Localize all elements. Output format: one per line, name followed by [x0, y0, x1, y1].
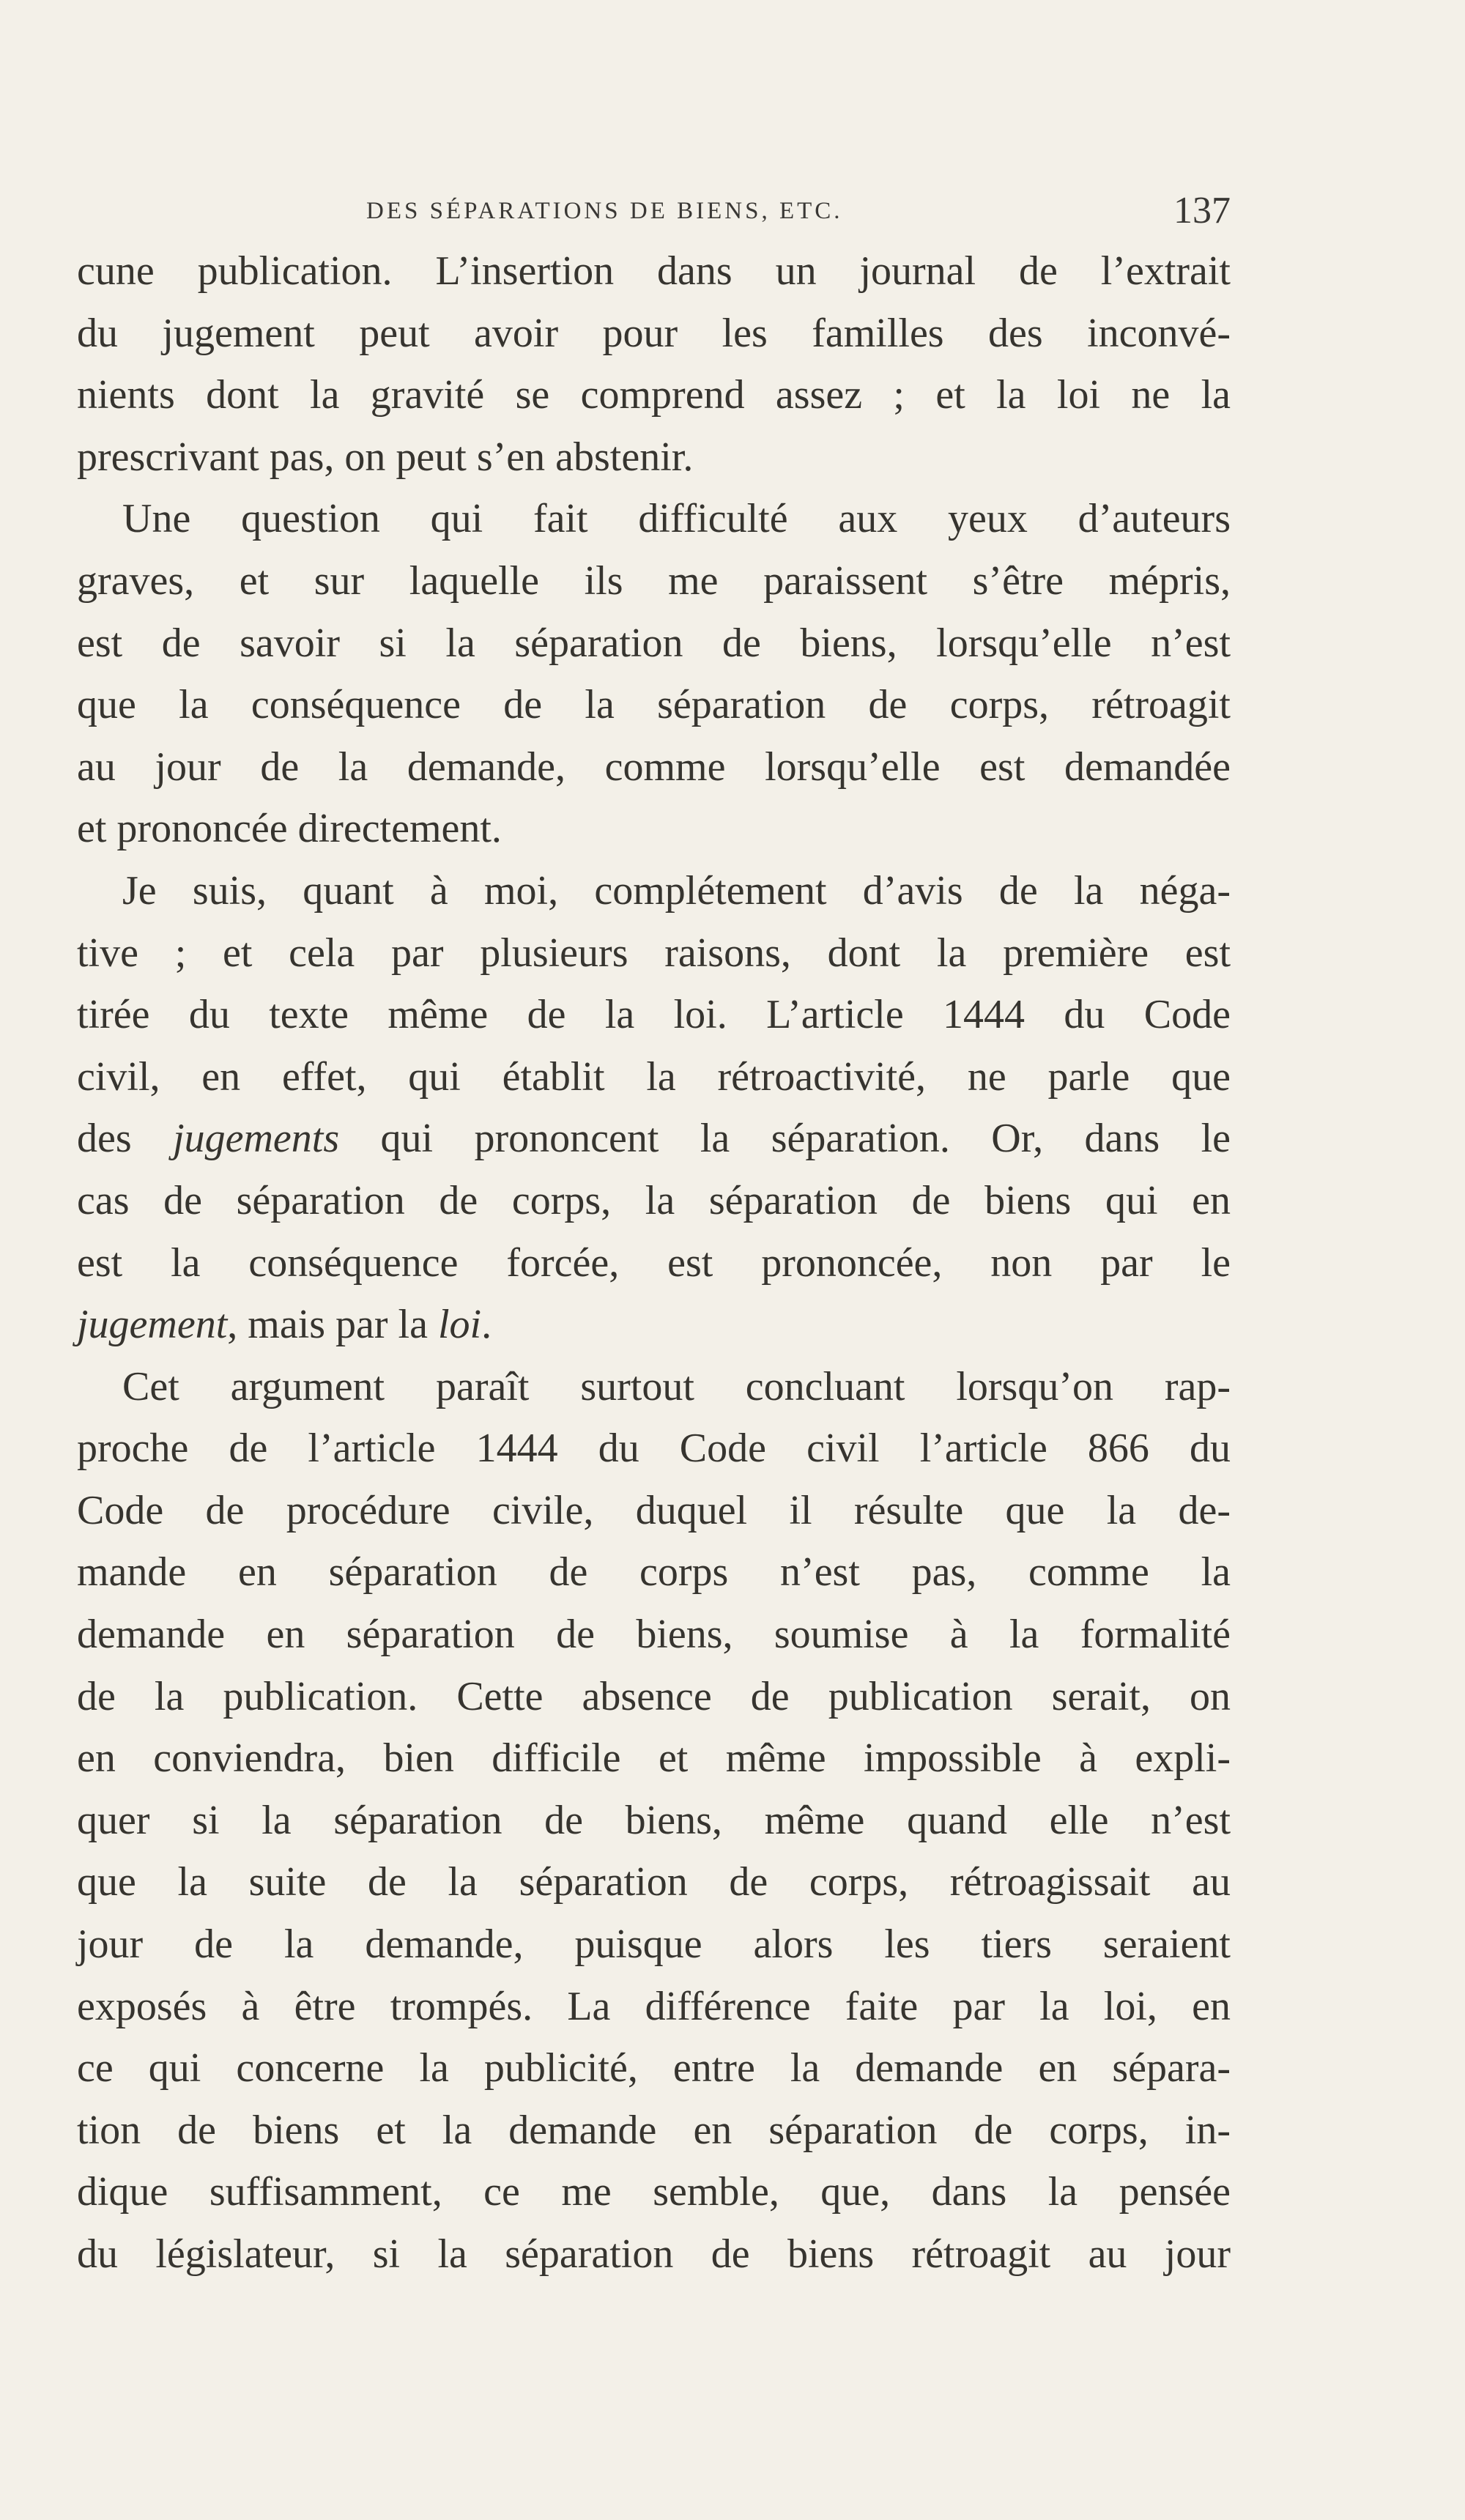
text-line: prescrivant pas, on peut s’en abstenir. — [77, 434, 694, 480]
text-line: exposés à être trompés. La différence faite par la loi, en — [77, 1983, 1231, 2029]
text-line: du jugement peut avoir pour les familles des inconvé- — [77, 310, 1231, 356]
line-text: des — [77, 1116, 174, 1162]
line-text: . — [481, 1302, 492, 1348]
text-line-with-italic — [77, 1294, 1231, 1356]
text-line: que la conséquence de la séparation de corps, rétroagit — [77, 682, 1231, 728]
text-line: tirée du texte même de la loi. L’article 1444 du Code — [77, 992, 1231, 1038]
text-line: que la suite de la séparation de corps, rétroagissait au — [77, 1859, 1231, 1905]
text-line: de la publication. Cette absence de publication serait, on — [77, 1673, 1231, 1719]
text-line: cune publication. L’insertion dans un journal de l’extrait — [77, 248, 1231, 294]
text-line: graves, et sur laquelle ils me paraissent s’être mépris, — [77, 557, 1231, 604]
text-line: tion de biens et la demande en séparation de corps, in- — [77, 2107, 1231, 2153]
text-line-with-italic — [77, 1108, 1231, 1170]
text-line: quer si la séparation de biens, même quand elle n’est — [77, 1797, 1231, 1843]
body-text — [77, 240, 1231, 2286]
text-line: Code de procédure civile, duquel il résulte que la de- — [77, 1487, 1231, 1533]
italic-term: jugement — [77, 1302, 228, 1348]
text-line: est la conséquence forcée, est prononcée, non par le — [77, 1239, 1231, 1286]
italic-term: jugements — [173, 1116, 340, 1162]
paragraph-start-line: Je suis, quant à moi, complétement d’avis de la néga- — [122, 867, 1231, 914]
running-title: DES SÉPARATIONS DE BIENS, ETC. — [366, 198, 843, 224]
page-number: 137 — [1173, 190, 1231, 231]
text-line: au jour de la demande, comme lorsqu’elle est demandée — [77, 744, 1231, 790]
text-line: en conviendra, bien difficile et même impossible à expli- — [77, 1735, 1231, 1782]
text-line: demande en séparation de biens, soumise à la formalité — [77, 1612, 1231, 1658]
text-line: tive ; et cela par plusieurs raisons, dont la première est — [77, 930, 1231, 976]
paragraph-start-line: Cet argument paraît surtout concluant lorsqu’on rap- — [122, 1363, 1231, 1409]
text-line: ce qui concerne la publicité, entre la demande en sépara- — [77, 2045, 1231, 2091]
line-text: qui prononcent la séparation. Or, dans le — [339, 1116, 1231, 1162]
text-line: proche de l’article 1444 du Code civil l’article 866 du — [77, 1426, 1231, 1472]
text-line: et prononcée directement. — [77, 806, 502, 852]
text-line: est de savoir si la séparation de biens, lorsqu’elle n’est — [77, 620, 1231, 666]
text-line: civil, en effet, qui établit la rétroactivité, ne parle que — [77, 1053, 1231, 1100]
text-line: nients dont la gravité se comprend assez ; et la loi ne la — [77, 372, 1231, 418]
text-line: jour de la demande, puisque alors les tiers seraient — [77, 1922, 1231, 1968]
paragraph-start-line: Une question qui fait difficulté aux yeux d’auteurs — [122, 496, 1231, 542]
line-text: , mais par la — [227, 1302, 438, 1348]
running-head — [366, 189, 1231, 233]
text-line: du législateur, si la séparation de biens rétroagit au jour — [77, 2231, 1231, 2277]
italic-term: loi — [437, 1302, 482, 1348]
text-line: cas de séparation de corps, la séparation de biens qui en — [77, 1177, 1231, 1223]
text-line: dique suffisamment, ce me semble, que, dans la pensée — [77, 2169, 1231, 2215]
text-line: mande en séparation de corps n’est pas, comme la — [77, 1549, 1231, 1596]
